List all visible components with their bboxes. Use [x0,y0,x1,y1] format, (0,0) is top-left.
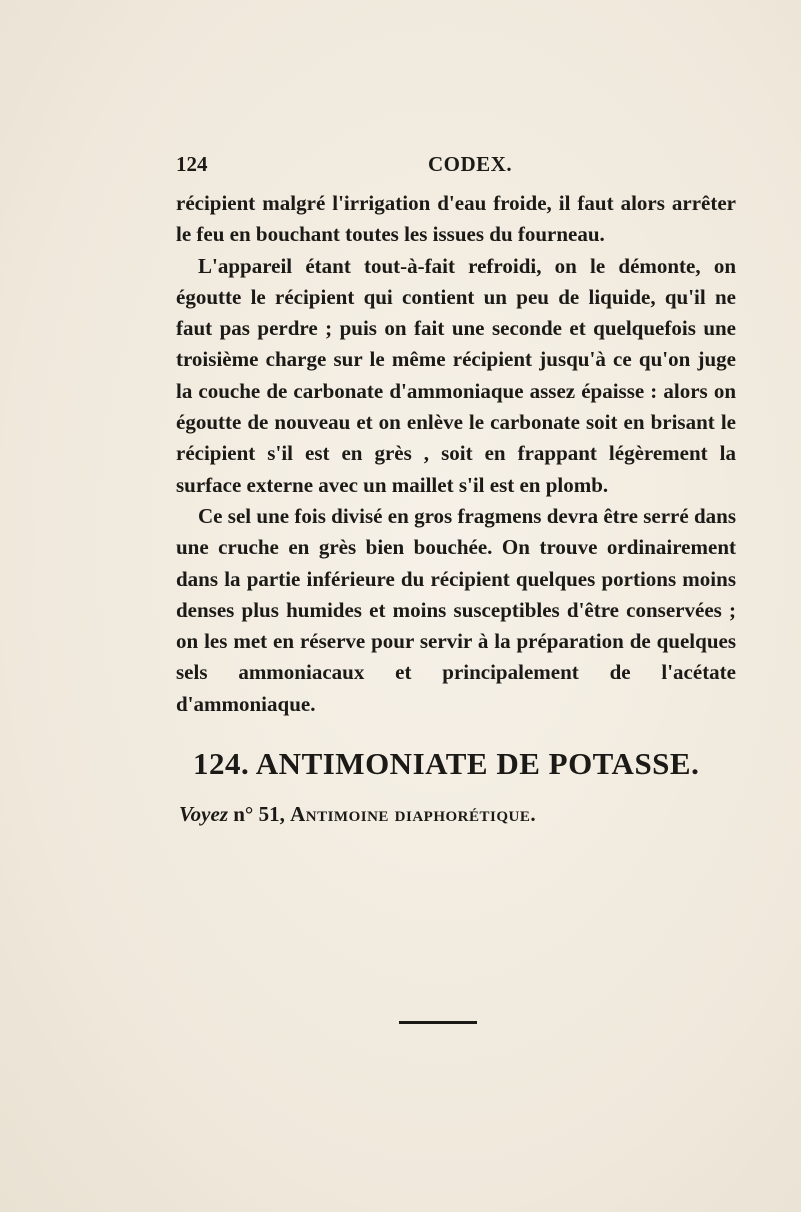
body-text [176,188,736,720]
cross-reference-number: n° 51, [233,802,285,826]
cross-reference-voyez: Voyez [179,802,228,826]
page-header [176,152,736,182]
paragraph-3: Ce sel une fois divisé en gros fragmens devra être serré dans une cruche en grès bien bouchée. On trouve ordinairement dans la partie inférieure du récipient quelques portions moins denses plus humides et moins susceptibles d'être conservées ; on les met en réserve pour servir à la préparation de quelques sels ammoniacaux et principalement de l'acétate d'ammoniaque. [176,503,736,716]
paragraph-1: récipient malgré l'irrigation d'eau froide, il faut alors arrêter le feu en bouchant toutes les issues du fourneau. [176,191,736,247]
section-heading: 124. ANTIMONIATE DE POTASSE. [193,746,700,781]
running-title: CODEX. [428,152,513,176]
paragraph-2: L'appareil étant tout-à-fait refroidi, on le démonte, on égoutte le récipient qui contient un peu de liquide, qu'il ne faut pas perdre ; puis on fait une seconde et quelquefois une troisième charge sur le même récipient jusqu'à ce qu'on juge la couche de carbonate d'ammoniaque assez épaisse : alors on égoutte de nouveau et on enlève le carbonate soit en brisant le récipient s'il est en grès , soit en frappant légèrement la surface externe avec un maillet s'il est en plomb. [176,253,736,497]
end-rule [399,1021,477,1024]
cross-reference [179,802,739,827]
cross-reference-target: Antimoine diaphorétique. [290,802,537,826]
page-number: 124 [176,152,208,176]
